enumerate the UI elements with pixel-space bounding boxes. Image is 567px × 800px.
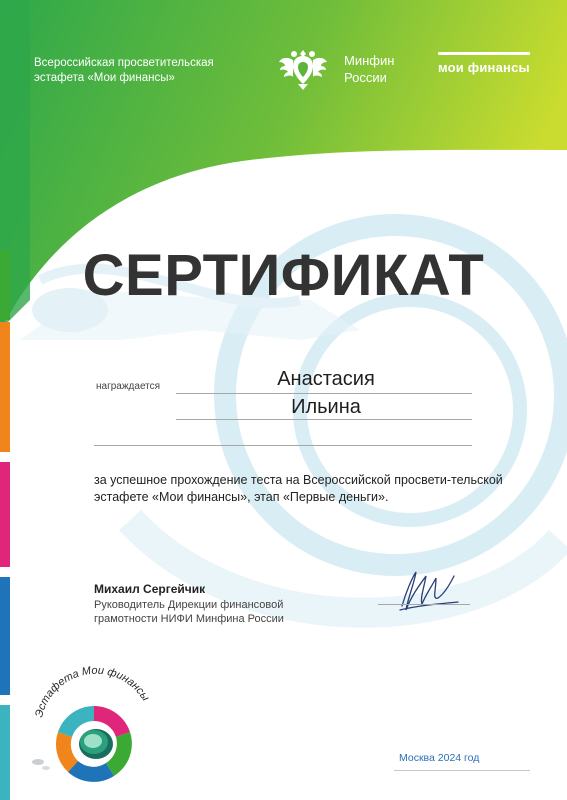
stripe-blue bbox=[0, 577, 10, 695]
handwritten-signature-icon bbox=[392, 564, 462, 620]
underline-1 bbox=[176, 393, 472, 394]
brand-name: мои финансы bbox=[438, 60, 530, 75]
signatory-name: Михаил Сергейчик bbox=[94, 582, 206, 596]
stripe-orange bbox=[0, 322, 10, 452]
certificate-title: СЕРТИФИКАТ bbox=[82, 243, 485, 308]
svg-text:Эстафета Мои финансы bbox=[33, 665, 151, 719]
recipient-last-name: Ильина bbox=[291, 396, 361, 418]
stripe-pink bbox=[0, 462, 10, 567]
relay-logo-label: Эстафета Мои финансы bbox=[33, 664, 152, 719]
awarded-label: награждается bbox=[96, 381, 161, 392]
relay-logo-text bbox=[24, 662, 154, 790]
footer-line bbox=[394, 770, 530, 771]
achievement-description: за успешное прохождение теста на Всероссийской просвети-тельской эстафете «Мои финансы», этап «Первые деньги». bbox=[94, 473, 503, 504]
underline-3 bbox=[94, 445, 472, 446]
recipient-first-name: Анастасия bbox=[277, 368, 375, 390]
moi-finansy-logo bbox=[438, 52, 530, 75]
stripe-teal bbox=[0, 705, 10, 800]
logo-bar bbox=[438, 52, 530, 55]
underline-2 bbox=[176, 419, 472, 420]
ministry-name: Минфин России bbox=[344, 53, 395, 85]
relay-title: Всероссийская просветительская эстафета «Мои финансы» bbox=[34, 57, 214, 84]
double-headed-eagle-emblem-icon bbox=[276, 40, 330, 94]
city-year: Москва 2024 год bbox=[399, 752, 480, 764]
signature-line bbox=[378, 604, 470, 605]
signatory-role: Руководитель Дирекции финансовой грамотности НИФИ Минфина России bbox=[94, 599, 284, 625]
